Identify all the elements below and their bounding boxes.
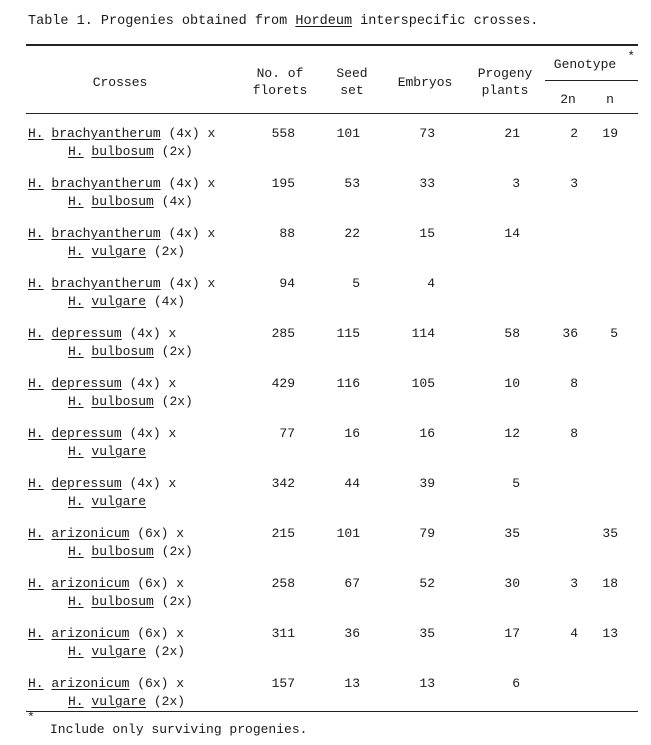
table-row — [0, 370, 651, 420]
female-ploidy: (4x) x — [129, 376, 177, 391]
genotype-n-cell: 19 — [602, 126, 618, 141]
male-ploidy: (2x) — [161, 144, 193, 159]
genotype-rule — [545, 80, 638, 81]
caption-genus: Hordeum — [295, 14, 353, 29]
embryos-cell: 16 — [419, 426, 435, 441]
progeny-plants-cell: 17 — [504, 626, 520, 641]
table-row — [0, 520, 651, 570]
table-row — [0, 670, 651, 720]
seed-set-cell: 115 — [336, 326, 360, 341]
female-ploidy: (4x) x — [129, 476, 177, 491]
male-ploidy: (2x) — [161, 394, 193, 409]
florets-cell: 195 — [271, 176, 295, 191]
cross-cell — [28, 125, 248, 161]
embryos-cell: 13 — [419, 676, 435, 691]
embryos-cell: 4 — [427, 276, 435, 291]
embryos-cell: 52 — [419, 576, 435, 591]
male-parent: bulbosum — [91, 144, 154, 159]
cross-cell — [28, 625, 248, 661]
header-progeny: Progeny plants — [477, 66, 533, 98]
genotype-2n-cell: 3 — [570, 176, 578, 191]
genus-abbr: H. — [68, 244, 84, 259]
genus-abbr: H. — [68, 444, 84, 459]
female-parent: depressum — [51, 476, 122, 491]
male-parent: bulbosum — [91, 344, 154, 359]
genus-abbr: H. — [68, 394, 84, 409]
male-ploidy: (2x) — [161, 344, 193, 359]
progeny-plants-cell: 12 — [504, 426, 520, 441]
table-body — [0, 120, 651, 720]
table-row — [0, 620, 651, 670]
table-row — [0, 220, 651, 270]
embryos-cell: 105 — [411, 376, 435, 391]
florets-cell: 77 — [279, 426, 295, 441]
genus-abbr: H. — [28, 676, 44, 691]
male-ploidy: (2x) — [161, 544, 193, 559]
cross-cell — [28, 325, 248, 361]
footnote-text: Include only surviving progenies. — [50, 722, 308, 737]
progeny-plants-cell: 35 — [504, 526, 520, 541]
florets-cell: 311 — [271, 626, 295, 641]
genotype-asterisk: * — [627, 49, 635, 64]
male-ploidy: (2x) — [153, 644, 186, 659]
female-ploidy: (6x) x — [137, 676, 185, 691]
male-parent: vulgare — [91, 444, 147, 459]
progeny-plants-cell: 58 — [504, 326, 520, 341]
female-parent: brachyantherum — [51, 276, 161, 291]
genus-abbr: H. — [28, 326, 44, 341]
cross-cell — [28, 425, 248, 461]
genus-abbr: H. — [28, 476, 44, 491]
progeny-plants-cell: 10 — [504, 376, 520, 391]
genus-abbr: H. — [68, 494, 84, 509]
genotype-2n-cell: 4 — [570, 626, 578, 641]
genus-abbr: H. — [28, 426, 44, 441]
header-florets: No. of florets — [252, 66, 308, 98]
genus-abbr: H. — [28, 576, 44, 591]
genus-abbr: H. — [28, 526, 44, 541]
header-crosses: Crosses — [92, 75, 148, 90]
embryos-cell: 35 — [419, 626, 435, 641]
florets-cell: 215 — [271, 526, 295, 541]
genotype-2n-cell: 2 — [570, 126, 578, 141]
florets-cell: 94 — [279, 276, 295, 291]
cross-cell — [28, 275, 248, 311]
genus-abbr: H. — [68, 594, 84, 609]
florets-cell: 88 — [279, 226, 295, 241]
female-ploidy: (4x) x — [129, 326, 177, 341]
male-ploidy: (2x) — [153, 694, 186, 709]
table-row — [0, 320, 651, 370]
progeny-plants-cell: 21 — [504, 126, 520, 141]
male-parent: vulgare — [91, 244, 147, 259]
florets-cell: 429 — [271, 376, 295, 391]
female-parent: arizonicum — [51, 526, 130, 541]
cross-cell — [28, 475, 248, 511]
seed-set-cell: 22 — [344, 226, 360, 241]
genotype-2n-cell: 36 — [562, 326, 578, 341]
genus-abbr: H. — [68, 294, 84, 309]
male-ploidy: (4x) — [161, 194, 193, 209]
female-parent: arizonicum — [51, 626, 130, 641]
female-parent: brachyantherum — [51, 176, 161, 191]
table-row — [0, 420, 651, 470]
header-rule — [26, 113, 638, 114]
header-genotype: Genotype * — [553, 49, 635, 72]
cross-cell — [28, 525, 248, 561]
female-ploidy: (4x) x — [168, 226, 216, 241]
genotype-n-cell: 5 — [610, 326, 618, 341]
genotype-n-cell: 18 — [602, 576, 618, 591]
female-ploidy: (6x) x — [137, 576, 185, 591]
florets-cell: 558 — [271, 126, 295, 141]
florets-cell: 285 — [271, 326, 295, 341]
seed-set-cell: 36 — [344, 626, 360, 641]
header-2n: 2n — [560, 92, 576, 107]
embryos-cell: 79 — [419, 526, 435, 541]
male-parent: vulgare — [91, 694, 147, 709]
cross-cell — [28, 225, 248, 261]
genotype-2n-cell: 3 — [570, 576, 578, 591]
embryos-cell: 15 — [419, 226, 435, 241]
embryos-cell: 114 — [411, 326, 435, 341]
florets-cell: 157 — [271, 676, 295, 691]
embryos-cell: 73 — [419, 126, 435, 141]
seed-set-cell: 101 — [336, 526, 360, 541]
progeny-plants-cell: 5 — [512, 476, 520, 491]
male-parent: bulbosum — [91, 594, 154, 609]
female-parent: brachyantherum — [51, 226, 161, 241]
female-ploidy: (4x) x — [168, 176, 216, 191]
cross-cell — [28, 675, 248, 711]
seed-set-cell: 67 — [344, 576, 360, 591]
genus-abbr: H. — [28, 376, 44, 391]
male-ploidy: (2x) — [153, 244, 186, 259]
female-parent: brachyantherum — [51, 126, 161, 141]
seed-set-cell: 5 — [352, 276, 360, 291]
genotype-n-cell: 35 — [602, 526, 618, 541]
female-ploidy: (4x) x — [168, 276, 216, 291]
male-parent: vulgare — [91, 294, 147, 309]
header-embryos: Embryos — [397, 75, 453, 90]
male-parent: vulgare — [91, 644, 147, 659]
cross-cell — [28, 175, 248, 211]
genus-abbr: H. — [68, 194, 84, 209]
female-ploidy: (4x) x — [168, 126, 216, 141]
table-row — [0, 120, 651, 170]
genus-abbr: H. — [28, 276, 44, 291]
genotype-2n-cell: 8 — [570, 376, 578, 391]
cross-cell — [28, 575, 248, 611]
florets-cell: 342 — [271, 476, 295, 491]
male-parent: bulbosum — [91, 394, 154, 409]
progeny-plants-cell: 14 — [504, 226, 520, 241]
header-seed-set: Seed set — [336, 66, 368, 98]
female-ploidy: (6x) x — [137, 526, 185, 541]
genus-abbr: H. — [28, 226, 44, 241]
progeny-plants-cell: 3 — [512, 176, 520, 191]
cross-cell — [28, 375, 248, 411]
female-parent: depressum — [51, 326, 122, 341]
embryos-cell: 33 — [419, 176, 435, 191]
seed-set-cell: 101 — [336, 126, 360, 141]
male-parent: bulbosum — [91, 544, 154, 559]
genus-abbr: H. — [28, 626, 44, 641]
genotype-n-cell: 13 — [602, 626, 618, 641]
progeny-plants-cell: 30 — [504, 576, 520, 591]
genus-abbr: H. — [68, 544, 84, 559]
header-n: n — [606, 92, 614, 107]
seed-set-cell: 44 — [344, 476, 360, 491]
female-parent: depressum — [51, 376, 122, 391]
genotype-2n-cell: 8 — [570, 426, 578, 441]
female-parent: depressum — [51, 426, 122, 441]
table-row — [0, 270, 651, 320]
table-row — [0, 170, 651, 220]
genus-abbr: H. — [28, 126, 44, 141]
table-row — [0, 570, 651, 620]
seed-set-cell: 16 — [344, 426, 360, 441]
progeny-plants-cell: 6 — [512, 676, 520, 691]
florets-cell: 258 — [271, 576, 295, 591]
male-parent: vulgare — [91, 494, 147, 509]
female-ploidy: (6x) x — [137, 626, 185, 641]
table-caption: Table 1. Progenies obtained from Hordeum interspecific crosses. — [28, 14, 539, 29]
female-parent: arizonicum — [51, 576, 130, 591]
bottom-rule — [26, 711, 638, 712]
genus-abbr: H. — [68, 344, 84, 359]
seed-set-cell: 53 — [344, 176, 360, 191]
female-parent: arizonicum — [51, 676, 130, 691]
genus-abbr: H. — [68, 644, 84, 659]
table-row — [0, 470, 651, 520]
genus-abbr: H. — [28, 176, 44, 191]
male-parent: bulbosum — [91, 194, 154, 209]
female-ploidy: (4x) x — [129, 426, 177, 441]
top-rule — [26, 44, 638, 46]
seed-set-cell: 13 — [344, 676, 360, 691]
male-ploidy: (2x) — [161, 594, 193, 609]
footnote-asterisk: * — [27, 710, 35, 725]
genus-abbr: H. — [68, 144, 84, 159]
seed-set-cell: 116 — [336, 376, 360, 391]
embryos-cell: 39 — [419, 476, 435, 491]
male-ploidy: (4x) — [153, 294, 186, 309]
genus-abbr: H. — [68, 694, 84, 709]
